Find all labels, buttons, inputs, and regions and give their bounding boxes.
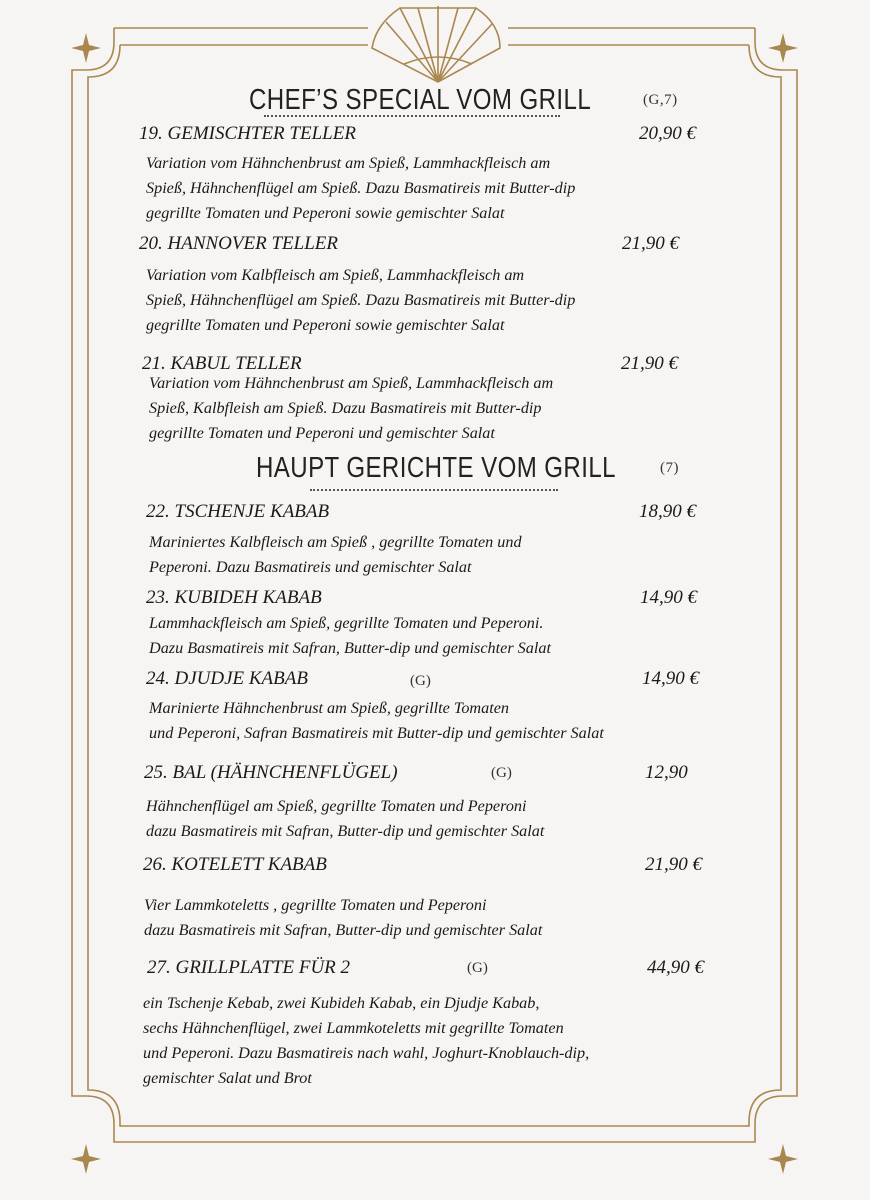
menu-item-allergens: (G) [410, 673, 431, 689]
heading-underline [264, 115, 560, 117]
sparkle-star-icon [71, 1144, 101, 1174]
section-title: HAUPT GERICHTE VOM GRILL [256, 452, 616, 484]
menu-item-title: 19. GEMISCHTER TELLER [139, 123, 356, 144]
heading-underline [310, 489, 558, 491]
menu-item-description: Variation vom Hähnchenbrust am Spieß, Lammhackfleisch am Spieß, Hähnchenflügel am Spieß. Dazu Basmatireis mit Butter-dip gegrillte Tomaten und Peperoni sowie gemischter Salat [146, 154, 576, 222]
menu-item-title: 20. HANNOVER TELLER [139, 233, 338, 254]
menu-item-price: 14,90 € [642, 668, 699, 689]
menu-item-description: Variation vom Hähnchenbrust am Spieß, Lammhackfleisch am Spieß, Kalbfleish am Spieß. Dazu Basmatireis mit Butter-dip gegrillte Tomaten und Peperoni und gemischter Salat [149, 374, 554, 442]
shell-fan-ornament [372, 6, 500, 82]
menu-item-price: 14,90 € [640, 587, 697, 608]
sparkle-star-icon [71, 33, 101, 63]
menu-item-title: 27. GRILLPLATTE FÜR 2 [147, 957, 351, 978]
menu-item-description: Hähnchenflügel am Spieß, gegrillte Tomaten und Peperoni dazu Basmatireis mit Safran, Butter-dip und gemischter Salat [146, 797, 545, 840]
menu-item-title: 24. DJUDJE KABAB [146, 668, 308, 689]
menu-item-description: ein Tschenje Kebab, zwei Kubideh Kabab, ein Djudje Kabab, sechs Hähnchenflügel, zwei Lammkoteletts mit gegrillte Tomaten und Peperoni. Dazu Basmatireis nach wahl, Joghurt-Knoblauch-dip, gemischter Salat und Brot [143, 994, 590, 1087]
menu-item-price: 21,90 € [645, 854, 702, 875]
menu-item-description: Vier Lammkoteletts , gegrillte Tomaten und Peperoni dazu Basmatireis mit Safran, Butter-dip und gemischter Salat [144, 896, 543, 939]
section-allergens: (7) [660, 460, 679, 476]
menu-item-description: Lammhackfleisch am Spieß, gegrillte Tomaten und Peperoni. Dazu Basmatireis mit Safran, Butter-dip und gemischter Salat [149, 614, 551, 657]
menu-item-title: 23. KUBIDEH KABAB [146, 587, 322, 608]
menu-item-description: Marinierte Hähnchenbrust am Spieß, gegrillte Tomaten und Peperoni, Safran Basmatireis mit Butter-dip und gemischter Salat [149, 699, 604, 742]
menu-item-price: 44,90 € [647, 957, 704, 978]
menu-item-title: 21. KABUL TELLER [142, 353, 302, 374]
menu-item-title: 26. KOTELETT KABAB [143, 854, 327, 875]
menu-item-description: Variation vom Kalbfleisch am Spieß, Lammhackfleisch am Spieß, Hähnchenflügel am Spieß. Dazu Basmatireis mit Butter-dip gegrillte Tomaten und Peperoni sowie gemischter Salat [146, 266, 576, 334]
menu-item-title: 22. TSCHENJE KABAB [146, 501, 330, 522]
menu-item-allergens: (G) [491, 765, 512, 781]
menu-item-price: 21,90 € [621, 353, 678, 374]
menu-item-description: Mariniertes Kalbfleisch am Spieß , gegrillte Tomaten und Peperoni. Dazu Basmatireis und gemischter Salat [149, 533, 522, 576]
menu-item-price: 20,90 € [639, 123, 696, 144]
section-title: CHEF’S SPECIAL VOM GRILL [249, 84, 592, 116]
section-allergens: (G,7) [643, 92, 678, 108]
sparkle-star-icon [768, 33, 798, 63]
menu-item-price: 18,90 € [639, 501, 696, 522]
menu-item-allergens: (G) [467, 960, 488, 976]
menu-item-price: 12,90 [645, 762, 688, 783]
menu-item-price: 21,90 € [622, 233, 679, 254]
menu-item-title: 25. BAL (HÄHNCHENFLÜGEL) [144, 762, 398, 783]
sparkle-star-icon [768, 1144, 798, 1174]
